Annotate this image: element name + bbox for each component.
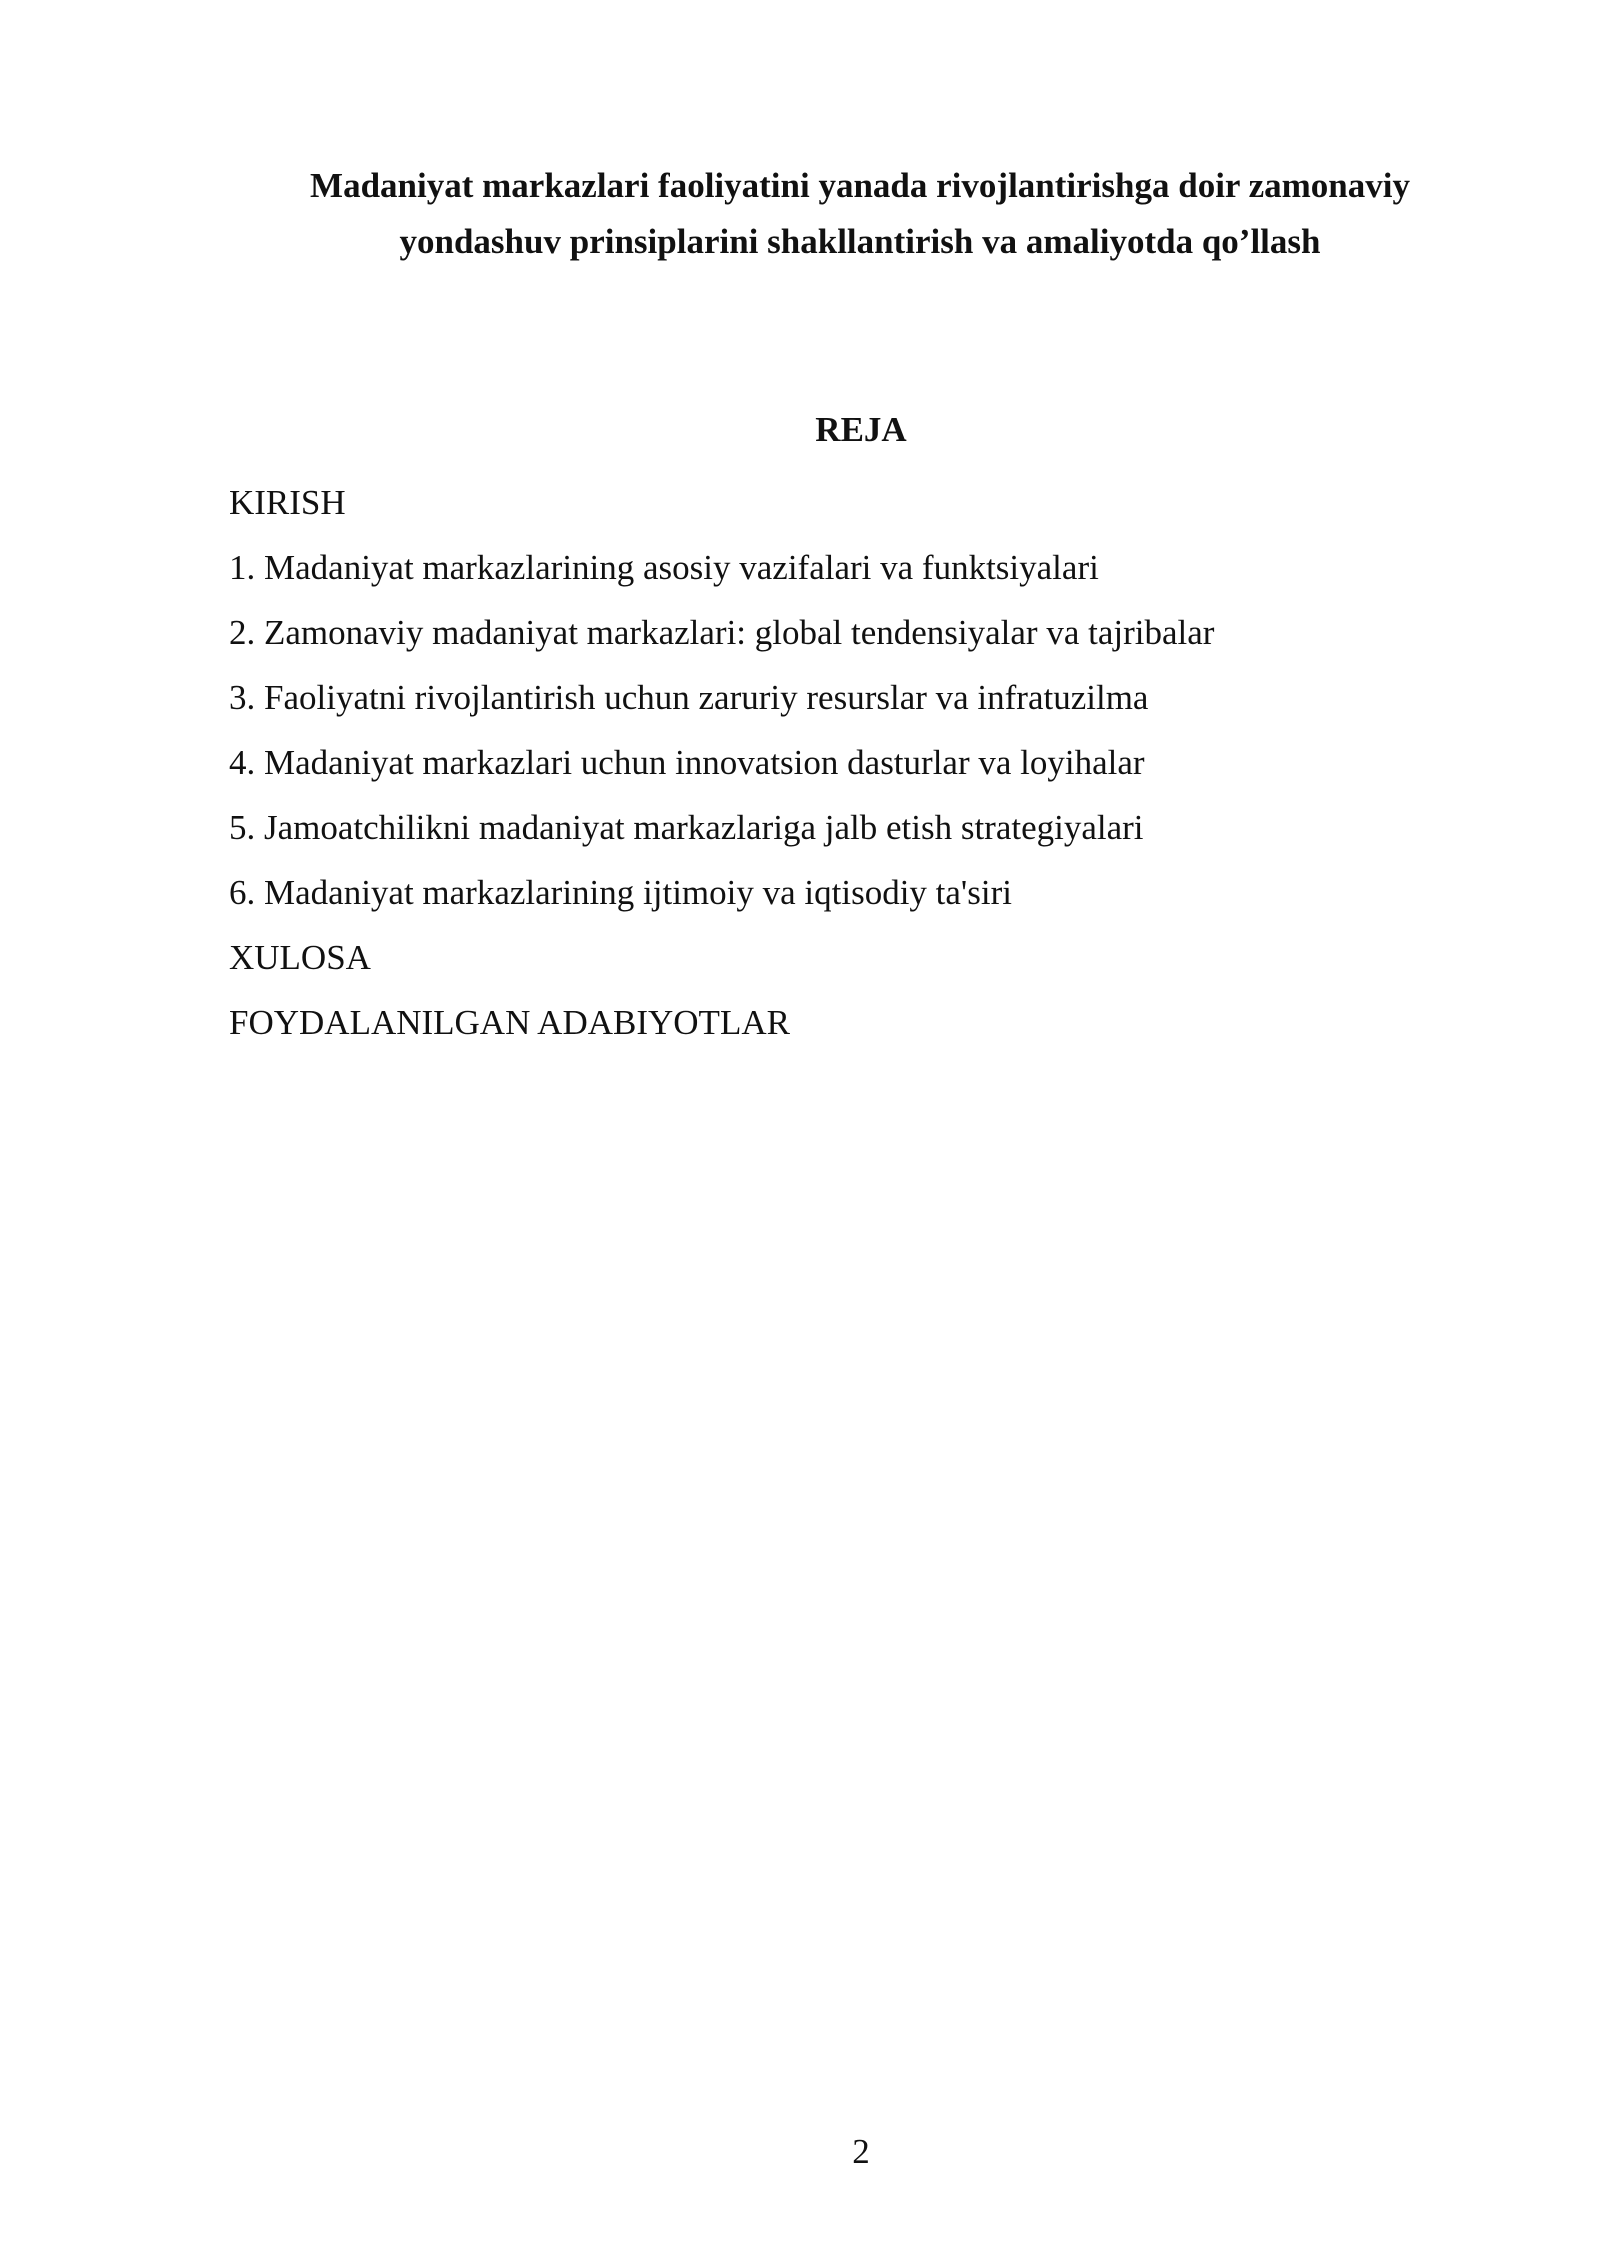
plan-item-conclusion: XULOSA <box>229 938 371 977</box>
document-title: Madaniyat markazlari faoliyatini yanada rivojlantirishga doir zamonaviy yondashuv prinsiplarini shakllantirish va amaliyotda qo’llash <box>310 166 1410 261</box>
plan-list <box>229 470 1479 1055</box>
page-number: 2 <box>852 2132 870 2171</box>
plan-item-references: FOYDALANILGAN ADABIYOTLAR <box>229 1003 790 1042</box>
plan-item-1: 1. Madaniyat markazlarining asosiy vazifalari va funktsiyalari <box>229 548 1099 587</box>
plan-item-introduction: KIRISH <box>229 483 346 522</box>
plan-heading: REJA <box>815 410 907 449</box>
plan-item-2: 2. Zamonaviy madaniyat markazlari: global tendensiyalar va tajribalar <box>229 613 1215 652</box>
plan-item-6: 6. Madaniyat markazlarining ijtimoiy va iqtisodiy ta'siri <box>229 873 1012 912</box>
plan-item-3: 3. Faoliyatni rivojlantirish uchun zaruriy resurslar va infratuzilma <box>229 678 1149 717</box>
plan-item-5: 5. Jamoatchilikni madaniyat markazlariga jalb etish strategiyalari <box>229 808 1144 847</box>
plan-item-4: 4. Madaniyat markazlari uchun innovatsion dasturlar va loyihalar <box>229 743 1145 782</box>
